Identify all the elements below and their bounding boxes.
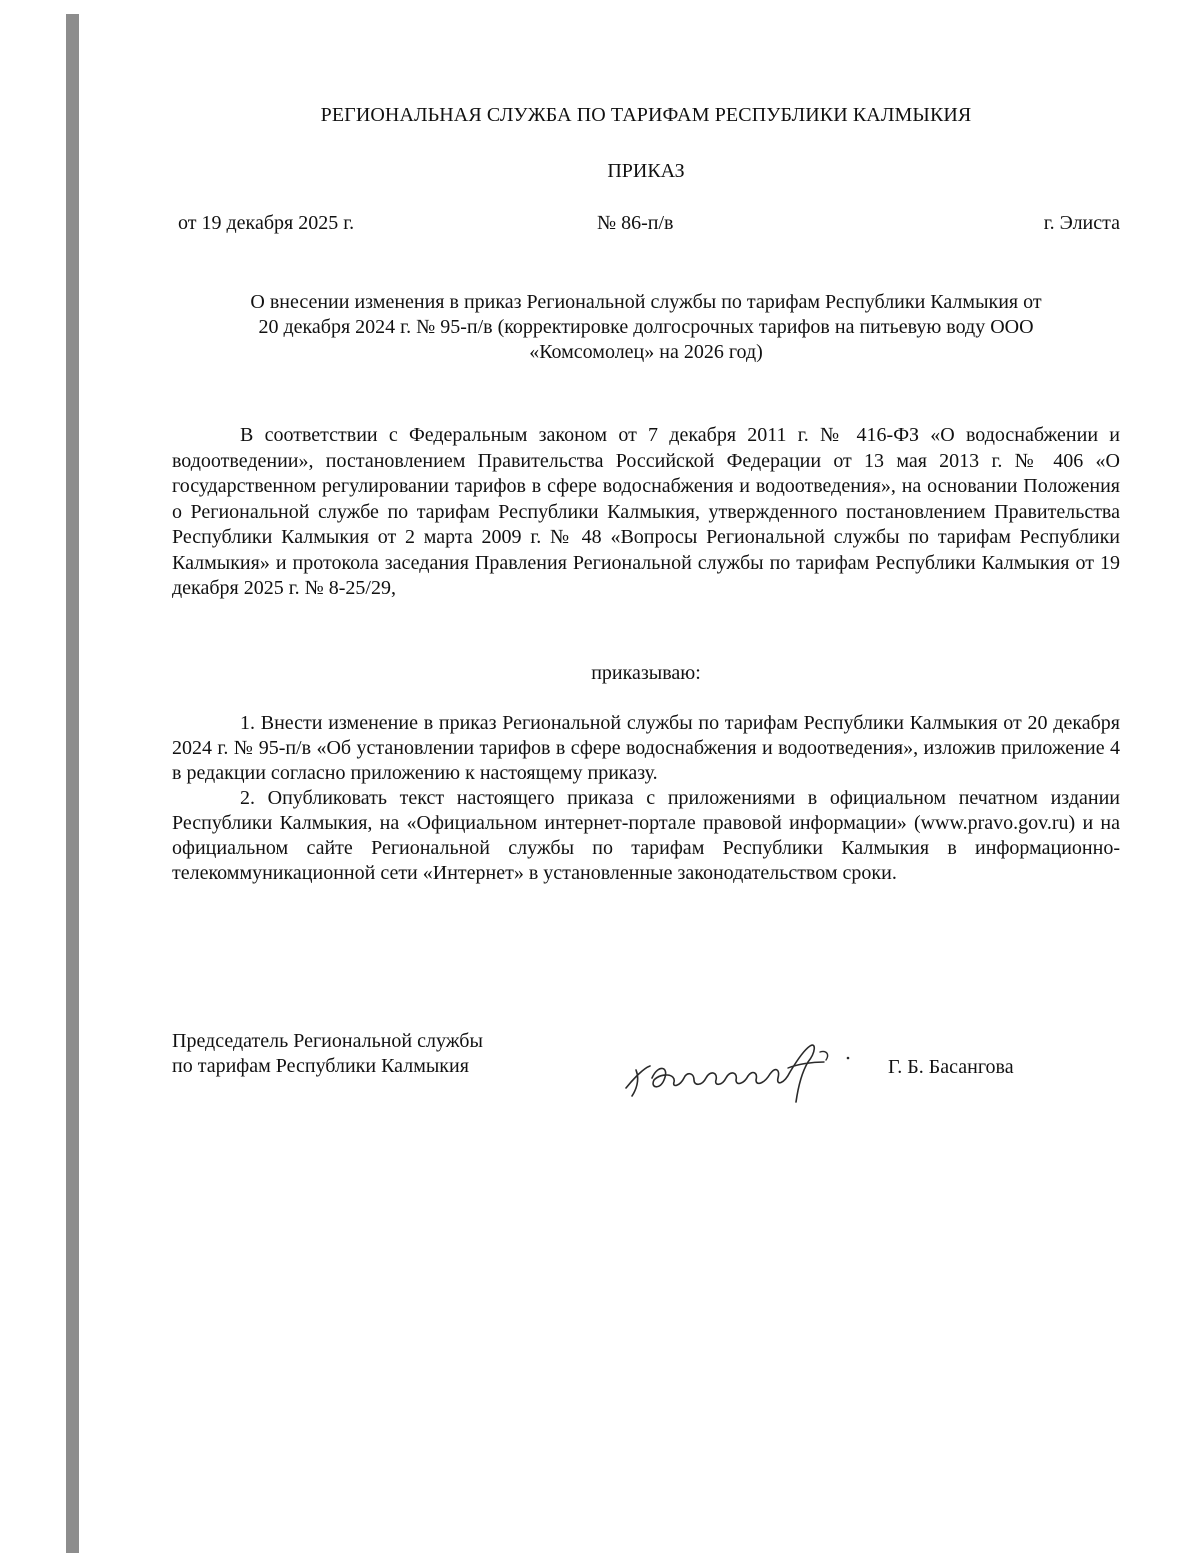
- handwritten-signature: [620, 1028, 860, 1108]
- document-city: г. Элиста: [1043, 212, 1120, 234]
- order-clauses: [172, 711, 1120, 886]
- document-subject: [172, 290, 1120, 365]
- document-type: ПРИКАЗ: [607, 160, 685, 182]
- subject-line: О внесении изменения в приказ Региональной службы по тарифам Республики Калмыкия от: [250, 291, 1042, 313]
- order-verb: приказываю:: [591, 662, 701, 684]
- document-date: от 19 декабря 2025 г.: [178, 212, 355, 234]
- clause-2: 2. Опубликовать текст настоящего приказа с приложениями в официальном печатном издании Республики Калмыкия, на «Официальном интернет-портале правовой информации» (www.pravo.gov.ru) и на официальном сайте Региональной службы по тарифам Республики Калмыкия в информационно-телекоммуникационной сети «Интернет» в установленные законодательством сроки.: [172, 787, 1120, 884]
- preamble-paragraph: В соответствии с Федеральным законом от 7 декабря 2011 г. № 416-ФЗ «О водоснабжении и водоотведении», постановлением Правительства Российской Федерации от 13 мая 2013 г. № 406 «О государственном регулировании тарифов в сфере водоснабжения и водоотведения», на основании Положения о Региональной службе по тарифам Республики Калмыкия, утвержденного постановлением Правительства Республики Калмыкия от 2 марта 2009 г. № 48 «Вопросы Региональной службы по тарифам Республики Калмыкия» и протокола заседания Правления Региональной службы по тарифам Республики Калмыкия от 19 декабря 2025 г. № 8-25/29,: [172, 424, 1120, 599]
- clause-1: 1. Внести изменение в приказ Региональной службы по тарифам Республики Калмыкия от 20 декабря 2024 г. № 95-п/в «Об установлении тарифов в сфере водоснабжения и водоотведения», изложив приложение 4 в редакции согласно приложению к настоящему приказу.: [172, 712, 1120, 784]
- subject-line: 20 декабря 2024 г. № 95-п/в (корректировке долгосрочных тарифов на питьевую воду ООО: [258, 316, 1034, 338]
- document-page: [172, 0, 1120, 1553]
- document-number: № 86-п/в: [597, 212, 674, 234]
- signer-name: Г. Б. Басангова: [888, 1056, 1014, 1078]
- signer-title-line: по тарифам Республики Калмыкия: [172, 1055, 469, 1077]
- scan-edge: [66, 14, 79, 1553]
- signer-title-line: Председатель Региональной службы: [172, 1030, 483, 1052]
- subject-line: «Комсомолец» на 2026 год): [529, 341, 763, 363]
- signer-title: [172, 1029, 483, 1079]
- agency-name: РЕГИОНАЛЬНАЯ СЛУЖБА ПО ТАРИФАМ РЕСПУБЛИКИ КАЛМЫКИЯ: [320, 104, 972, 126]
